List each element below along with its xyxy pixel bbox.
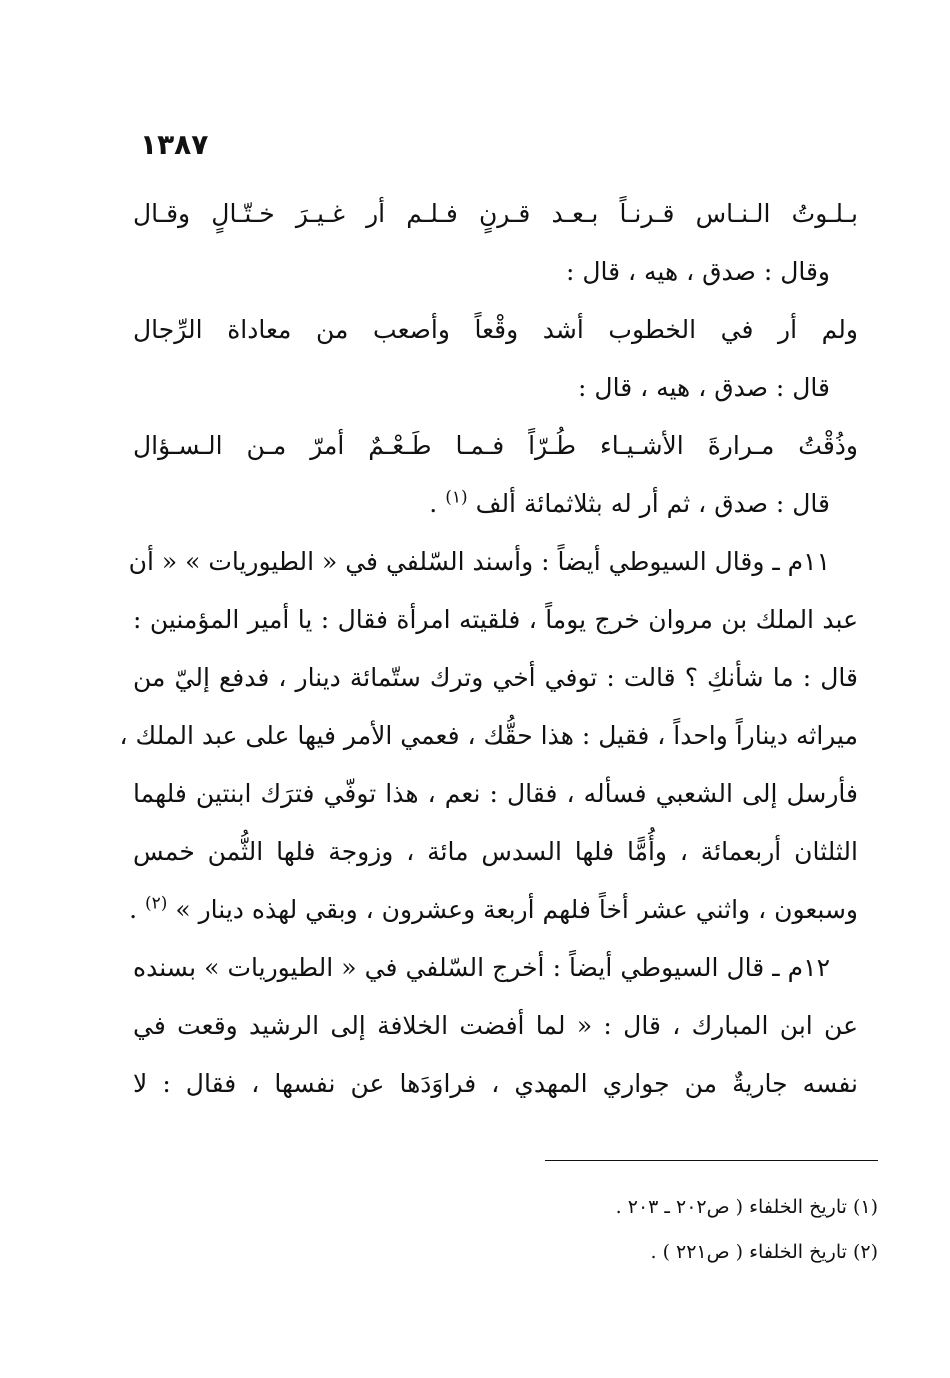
poem-verse: وذُقْتُ مـرارةَ الأشـيـاء طُـرّاً فـمـا طَـعْـمٌ أمرّ مـن الـسـؤال [133, 431, 858, 460]
paragraph-line: فأرسل إلى الشعبي فسأله ، فقال : نعم ، هذا توفّي فترَك ابنتين فلهما [133, 779, 858, 808]
paragraph-last-text: وسبعون ، واثني عشر أخاً فلهم أربعة وعشرون ، وبقي لهذه دينار » [175, 895, 858, 924]
paragraph-line: ١١م ـ وقال السيوطي أيضاً : وأسند السّلفي في « الطيوريات » « أن [128, 547, 830, 576]
paragraph-line: عبد الملك بن مروان خرج يوماً ، فلقيته امرأة فقال : يا أمير المؤمنين : [133, 605, 858, 634]
main-text [119, 185, 858, 1113]
paragraph-line: الثلثان أربعمائة ، وأُمًّا فلها السدس مائة ، وزوجة فلها الثُّمن خمس [133, 837, 858, 866]
paragraph-line: ١٢م ـ قال السيوطي أيضاً : أخرج السّلفي في « الطيوريات » بسنده [133, 953, 830, 982]
paragraph-line: قال : ما شأنكِ ؟ قالت : توفي أخي وترك ستّمائة دينار ، فدفع إليّ من [133, 663, 858, 692]
paragraph-line: ميراثه ديناراً واحداً ، فقيل : هذا حقُّك ، فعمي الأمر فيها على عبد الملك ، [119, 721, 858, 750]
verse-response: قال : صدق ، هيه ، قال : [578, 373, 830, 402]
sentence-end: . [129, 895, 138, 924]
footnote-reference: (١) [445, 487, 468, 508]
poem-verse: بـلـوتُ الـنـاس قـرنـاً بـعـد قـرنٍ فـلـم أر غـيـرَ خـتّـالٍ وقـال [133, 199, 858, 228]
verse-response: وقال : صدق ، هيه ، قال : [565, 257, 830, 286]
paragraph-line [129, 881, 858, 939]
footnote-separator [545, 1160, 878, 1161]
footnote-reference: (٢) [144, 893, 168, 914]
paragraph-line: عن ابن المبارك ، قال : « لما أفضت الخلافة إلى الرشيد وقعت في [133, 1011, 858, 1040]
verse-response-text: قال : صدق ، ثم أر له بثلاثمائة ألف [475, 489, 830, 518]
footnotes [520, 1185, 878, 1275]
paragraph-line: نفسه جاريةٌ من جواري المهدي ، فراوَدَها عن نفسها ، فقال : لا [133, 1069, 858, 1098]
footnote: (١) تاريخ الخلفاء ( ص٢٠٢ ـ ٢٠٣ . [615, 1196, 878, 1218]
verse-response [133, 475, 858, 533]
sentence-end: . [429, 489, 438, 518]
poem-verse: ولم أر في الخطوب أشد وقْعاً وأصعب من معاداة الرِّجال [133, 315, 858, 344]
page-number: ١٣٨٧ [140, 128, 209, 161]
footnote: (٢) تاريخ الخلفاء ( ص٢٢١ ) . [650, 1241, 878, 1263]
